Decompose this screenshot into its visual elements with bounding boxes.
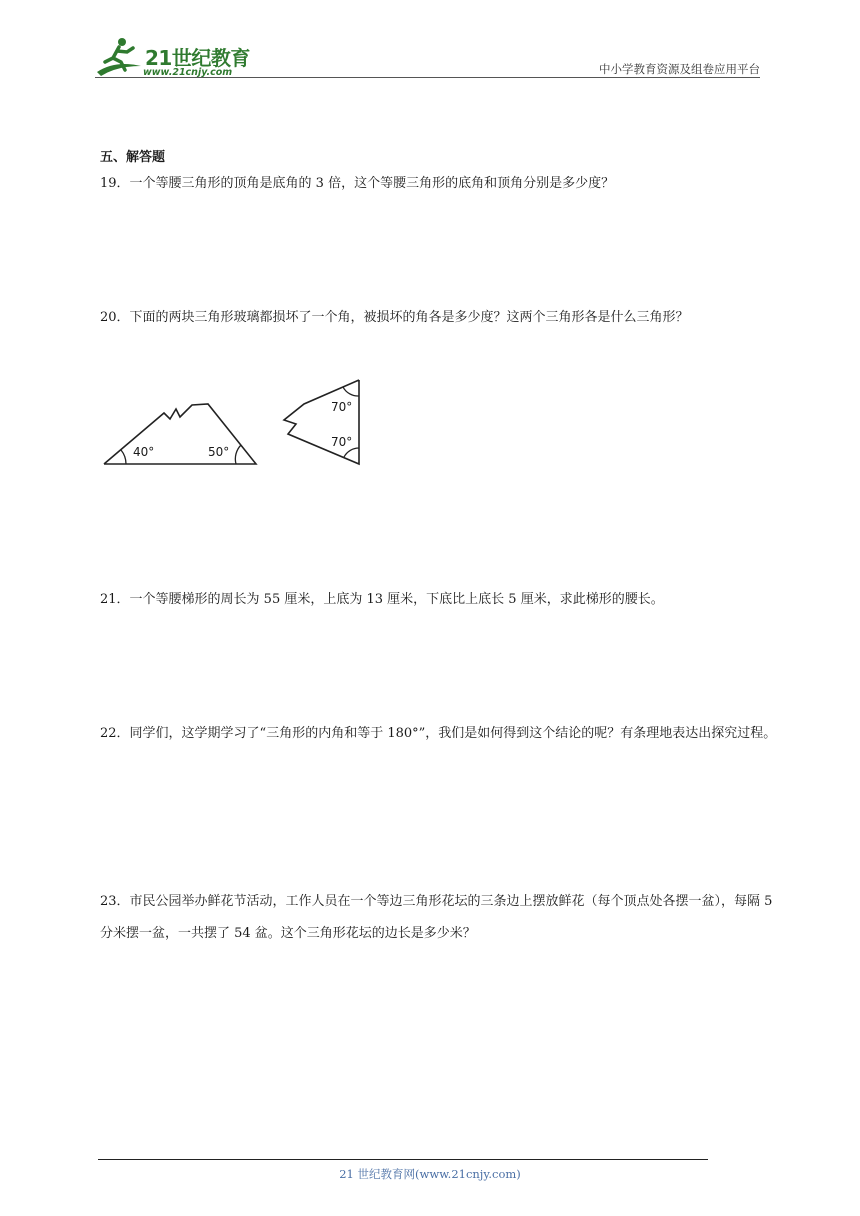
angle-label-left: 40° [133, 445, 155, 459]
section-title: 五、解答题 [100, 150, 166, 165]
footer-divider [98, 1159, 708, 1160]
logo [95, 36, 270, 78]
angle-arc-right [235, 445, 241, 464]
header-divider [95, 77, 760, 78]
angle-arc-bottom [344, 448, 359, 457]
question-20 [100, 302, 780, 334]
broken-triangle-figure-1 [100, 395, 260, 470]
question-text: 市民公园举办鲜花节活动，工作人员在一个等边三角形花坛的三条边上摆放鲜花（每个顶点处各摆一盆），每隔 5 分米摆一盆，一共摆了 54 盆。这个三角形花坛的边长是多少米？ [100, 894, 773, 941]
broken-triangle-figure-2 [274, 376, 366, 468]
question-text: 一个等腰梯形的周长为 55 厘米，上底为 13 厘米，下底比上底长 5 厘米，求此梯形的腰长。 [129, 592, 664, 607]
runner-logo-icon [95, 36, 145, 78]
question-21 [100, 584, 780, 616]
logo-title: 21世纪教育 [145, 46, 250, 70]
angle-label-top: 70° [331, 400, 353, 414]
question-text: 一个等腰三角形的顶角是底角的 3 倍，这个等腰三角形的底角和顶角分别是多少度？ [129, 176, 615, 191]
question-text: 下面的两块三角形玻璃都损坏了一个角，被损坏的角各是多少度？这两个三角形各是什么三角形？ [129, 310, 689, 325]
page-header [95, 30, 760, 82]
angle-arc-left [121, 450, 126, 464]
question-text: 同学们，这学期学习了“三角形的内角和等于 180°”，我们是如何得到这个结论的呢？有条理地表达出探究过程。 [129, 726, 777, 741]
question-number: 19． [100, 176, 130, 191]
footer-text: 21 世纪教育网(www.21cnjy.com) [339, 1167, 521, 1181]
angle-label-bottom: 70° [331, 435, 353, 449]
question-23 [100, 886, 780, 950]
angle-arc-top [343, 387, 359, 396]
logo-url: www.21cnjy.com [143, 67, 233, 78]
triangle-outline [104, 404, 256, 464]
question-22 [100, 718, 780, 750]
question-number: 22． [100, 726, 130, 741]
question-number: 20． [100, 310, 130, 325]
platform-name: 中小学教育资源及组卷应用平台 [599, 62, 760, 76]
question-19 [100, 168, 780, 200]
angle-label-right: 50° [208, 445, 230, 459]
question-number: 21． [100, 592, 130, 607]
question-number: 23． [100, 894, 130, 909]
